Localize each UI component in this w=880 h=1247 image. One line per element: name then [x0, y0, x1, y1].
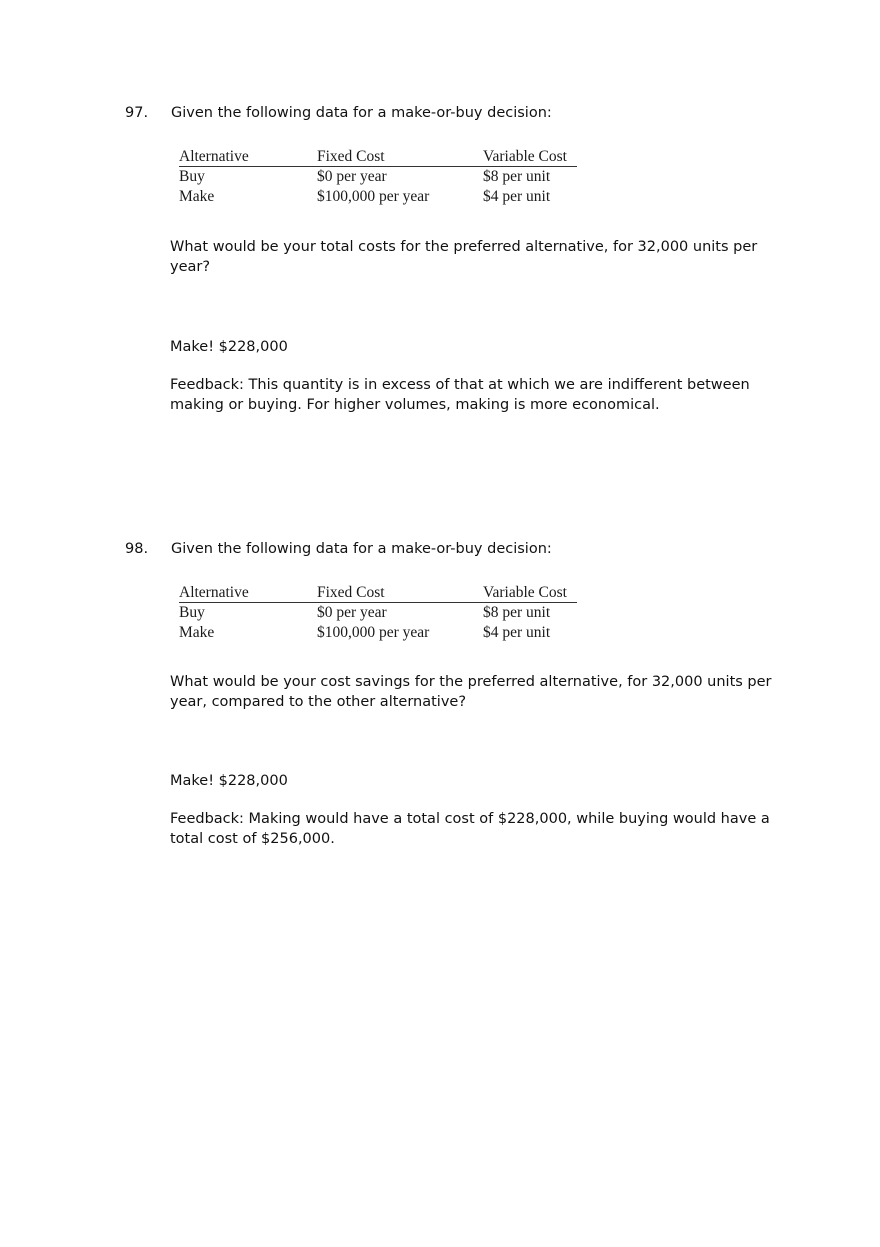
header-fixed-cost: Fixed Cost [317, 584, 385, 601]
cell-fixed-cost: $100,000 per year [317, 188, 430, 205]
answer: Make! $228,000 [170, 339, 288, 355]
header-alternative: Alternative [179, 148, 249, 165]
cell-variable-cost: $4 per unit [483, 624, 551, 641]
cell-variable-cost: $8 per unit [483, 168, 551, 185]
cell-alternative: Buy [179, 604, 205, 621]
header-fixed-cost: Fixed Cost [317, 148, 385, 165]
cost-table [179, 148, 577, 207]
table-header-row [179, 148, 577, 167]
cell-variable-cost: $4 per unit [483, 188, 551, 205]
question-number: 97. [125, 105, 149, 121]
cell-fixed-cost: $0 per year [317, 168, 387, 185]
cell-variable-cost: $8 per unit [483, 604, 551, 621]
header-alternative: Alternative [179, 584, 249, 601]
question-intro: Given the following data for a make-or-buy decision: [171, 105, 552, 121]
question-intro: Given the following data for a make-or-buy decision: [171, 541, 552, 557]
cost-table [179, 584, 577, 643]
cell-alternative: Buy [179, 168, 205, 185]
question-number: 98. [125, 541, 149, 557]
cell-alternative: Make [179, 188, 215, 205]
answer: Make! $228,000 [170, 773, 288, 789]
table-row [179, 187, 577, 207]
cell-alternative: Make [179, 624, 215, 641]
table-row [179, 603, 577, 623]
header-variable-cost: Variable Cost [483, 148, 567, 165]
feedback: Feedback: Making would have a total cost of $228,000, while buying would have a total cost of $256,000. [170, 811, 770, 847]
table-row [179, 167, 577, 187]
question-text: What would be your total costs for the preferred alternative, for 32,000 units per year? [170, 239, 758, 275]
header-variable-cost: Variable Cost [483, 584, 567, 601]
question-text: What would be your cost savings for the preferred alternative, for 32,000 units per year, compared to the other alternative? [170, 674, 772, 710]
table-header-row [179, 584, 577, 603]
cell-fixed-cost: $100,000 per year [317, 624, 430, 641]
cell-fixed-cost: $0 per year [317, 604, 387, 621]
table-row [179, 623, 577, 643]
feedback: Feedback: This quantity is in excess of that at which we are indifferent between making or buying. For higher volumes, making is more economical. [170, 377, 750, 413]
